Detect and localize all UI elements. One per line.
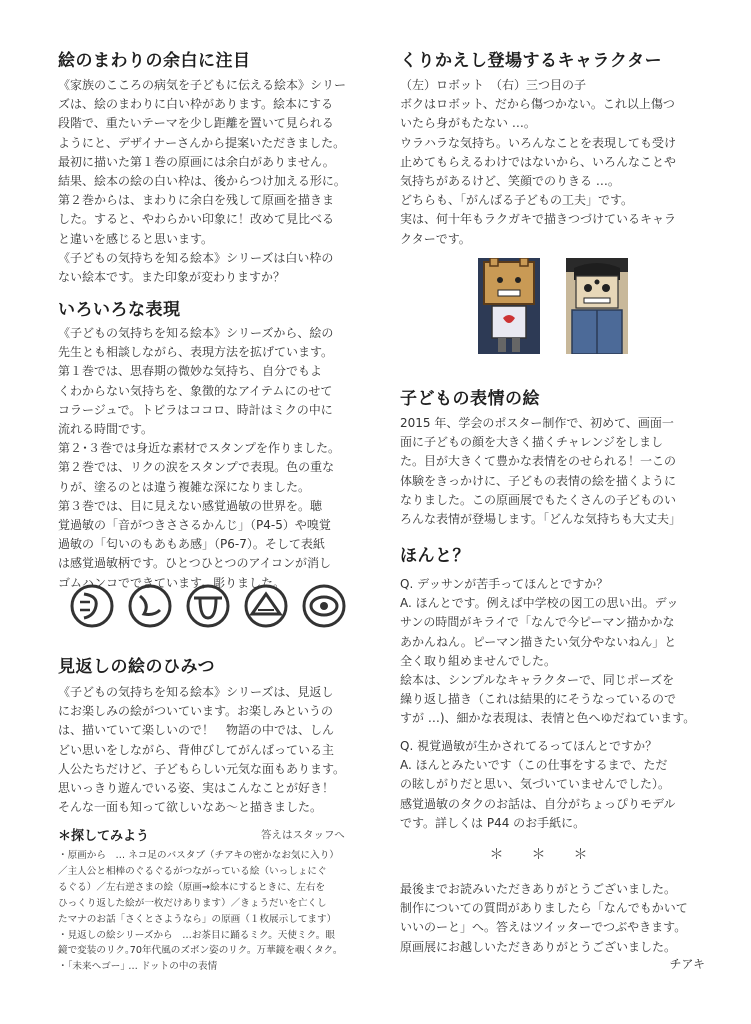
text-line: 第２･３巻では身近な素材でスタンプを作りました。 bbox=[58, 441, 341, 456]
heading-expressions-art: 子どもの表情の絵 bbox=[400, 389, 540, 409]
notes-answer: 答えはスタッフへ bbox=[261, 829, 345, 841]
text-line: た。目が大きくて豊かな表情をのせられる！一この bbox=[400, 454, 677, 469]
text-line: クターです。 bbox=[400, 231, 471, 246]
text-line: 第３巻では、目に見えない感覚過敏の世界を。聴 bbox=[58, 498, 323, 513]
text-line: どちらも、「がんばる子どもの工夫」です。 bbox=[400, 193, 634, 208]
text-line: 第１巻では、思春期の微妙な気持ち、自分でもよ bbox=[58, 364, 323, 379]
text-line: Q. デッサンが苦手ってほんとですか？ bbox=[400, 577, 609, 591]
stamp-tongue-icon bbox=[188, 586, 228, 626]
text-line: 《家族のこころの病気を子どもに伝える絵本》シリー bbox=[58, 78, 347, 92]
text-line: 最後までお読みいただきありがとうございました。 bbox=[400, 882, 677, 896]
body-margins bbox=[58, 76, 346, 287]
body-qa2 bbox=[400, 737, 675, 833]
note-line: 鏡で変装のリク｡70年代風のズボン姿のリク。万華鏡を覗くタク。 bbox=[58, 945, 343, 957]
text-line: 原画展にお越しいただきありがとうございました。 bbox=[400, 939, 677, 954]
text-line: 第２巻では、リクの涙をスタンプで表現。色の重な bbox=[58, 460, 335, 475]
note-line: たマナのお話「さくとさようなら」の原画（１枚展示してます） bbox=[58, 913, 337, 925]
text-line: した。すると、やわらかい印象に！改めて見比べる bbox=[58, 212, 335, 227]
note-line: るぐる）／左右逆さまの絵（原画→絵本にするときに、左右を bbox=[58, 881, 326, 893]
note-line: ・見返しの絵シリーズから …お茶目に踊るミク。天使ミク。眼 bbox=[58, 929, 335, 941]
text-line: 思いっきり遊んでいる姿、実はこんなことが好き！ bbox=[58, 781, 335, 796]
text-line: 制作についての質問がありましたら「なんでもかいて bbox=[400, 901, 688, 916]
signature: チアキ bbox=[669, 957, 705, 971]
notes-heading: ＊探してみよう bbox=[58, 829, 150, 844]
heading-expressions: いろいろな表現 bbox=[58, 300, 181, 320]
text-line: ない絵本です。また印象が変わりますか？ bbox=[58, 270, 286, 285]
text-line: の眩しがりだと思い、気づいていませんでした）。 bbox=[400, 777, 671, 792]
body-expressions-art bbox=[400, 414, 681, 529]
text-line: 人公たちだけど、子どもらしい元気な面もあります。 bbox=[58, 761, 346, 776]
text-line: いいのーと」へ。答えはツイッターでつぶやきます。 bbox=[400, 920, 687, 935]
heading-endpapers: 見返しの絵のひみつ bbox=[58, 657, 216, 677]
text-line: ズは、絵のまわりに白い枠があります。絵本にする bbox=[58, 97, 334, 112]
text-line: 全く取り組めませんでした。 bbox=[400, 653, 557, 668]
text-line: ようにと、デザイナーさんから提案いただきました。 bbox=[58, 135, 346, 150]
text-line: そんな一面も知って欲しいなあ〜と描きました。 bbox=[58, 800, 323, 815]
notes-list bbox=[58, 848, 368, 975]
stamp-icons-row bbox=[70, 582, 350, 630]
heading-characters: くりかえし登場するキャラクター bbox=[400, 51, 663, 71]
text-line: ボクはロボット、だから傷つかない。これ以上傷つ bbox=[400, 97, 675, 112]
text-line: 感覚過敏のタクのお話は、自分がちょっぴりモデル bbox=[400, 796, 676, 811]
text-line: 過敏の「匂いのもあもあ感」（P6-7）。そして表紙 bbox=[58, 537, 325, 552]
text-line: 段階で、重たいテーマを少し距離を置いて見られる bbox=[58, 116, 334, 131]
text-line: 先生とも相談しながら、表現方法を拡げています。 bbox=[58, 345, 334, 360]
heading-really: ほんと？ bbox=[400, 546, 470, 566]
text-line: にお楽しみの絵がついています。お楽しみというの bbox=[58, 704, 334, 719]
text-line: ろんな表情が登場します。「どんな気持ちも大丈夫」 bbox=[400, 512, 682, 527]
text-line: 最初に描いた第１巻の原画には余白がありません。 bbox=[58, 154, 335, 169]
divider-stars: ＊＊＊ bbox=[489, 847, 616, 863]
note-line: ／主人公と相棒のぐるぐるがつながっている絵（いっしょにぐ bbox=[58, 865, 327, 877]
text-line: あかんねん。ピーマン描きたい気分やないねん」と bbox=[400, 634, 677, 649]
note-line: ・原画から … ネコ足のバスタブ（チアキの密かなお気に入り） bbox=[58, 850, 339, 861]
body-qa1 bbox=[400, 575, 695, 729]
text-line: 面に子どもの顔を大きく描くチャレンジをしまし bbox=[400, 435, 664, 450]
text-line: と違いを感じると思います。 bbox=[58, 231, 214, 246]
text-line: 繰り返し描き（これは結果的にそうなっているので bbox=[400, 692, 677, 707]
text-line: 第２巻からは、まわりに余白を残して原画を描きま bbox=[58, 193, 335, 208]
text-line: 《子どもの気持ちを知る絵本》シリーズから、絵の bbox=[58, 326, 334, 340]
text-line: なりました。この原画展でもたくさんの子どものい bbox=[400, 492, 677, 507]
text-line: 覚過敏の「音がつきささるかんじ」（P4-5）や嗅覚 bbox=[58, 518, 331, 533]
text-line: A. ほんとみたいです（この仕事をするまで、ただ bbox=[400, 758, 668, 773]
body-endpapers bbox=[58, 683, 345, 817]
text-line: すが …)、細かな表現は、表情と色へゆだねています。 bbox=[400, 711, 696, 726]
text-line: どい思いをしながら、背伸びしてがんばっている主 bbox=[58, 742, 335, 757]
heading-margins: 絵のまわりの余白に注目 bbox=[58, 51, 251, 71]
character-pictures bbox=[478, 258, 628, 354]
text-line: ゴムハンコでできています。彫りました。 bbox=[58, 575, 286, 590]
text-line: （左）ロボット （右）三つ目の子 bbox=[400, 78, 587, 92]
text-line: 流れる時間です。 bbox=[58, 422, 154, 437]
text-line: コラージュで。トビラはココロ、時計はミクの中に bbox=[58, 402, 333, 417]
text-line: くわからない気持ちを、象徴的なアイテムにのせて bbox=[58, 383, 333, 398]
stamp-mountain-icon bbox=[246, 586, 286, 626]
text-line: 2015 年、学会のポスター制作で、初めて、画面一 bbox=[400, 416, 674, 430]
stamp-nose-icon bbox=[130, 586, 170, 626]
robot-picture bbox=[478, 258, 540, 354]
text-line: 実は、何十年もラクガキで描きつづけているキャラ bbox=[400, 212, 677, 227]
text-line: 体験をきっかけに、子どもの表情の絵を描くように bbox=[400, 473, 677, 488]
text-line: 気持ちがあるけど、笑顔でのりきる …。 bbox=[400, 174, 620, 189]
text-line: A. ほんとです。例えば中学校の図工の思い出。デッ bbox=[400, 596, 679, 611]
text-line: いたら身がもたない …。 bbox=[400, 116, 536, 131]
note-line: ひっくり返した絵が一枚だけあります）／きょうだいを亡くし bbox=[58, 897, 327, 909]
body-characters bbox=[400, 76, 676, 249]
text-line: サンの時間がキライで「なんで今ピーマン描かかな bbox=[400, 615, 675, 630]
stamp-ear-icon bbox=[72, 586, 112, 626]
text-line: Q. 視覚過敏が生かされてるってほんとですか？ bbox=[400, 739, 658, 753]
three-eyed-child-picture bbox=[566, 258, 628, 354]
text-line: りが、塗るのとは違う複雑な深になりました。 bbox=[58, 479, 311, 494]
text-line: 絵本は、シンプルなキャラクターで、同じポーズを bbox=[400, 673, 675, 688]
text-line: ウラハラな気持ち。いろんなことを表現しても受け bbox=[400, 135, 677, 150]
text-line: 《子どもの気持ちを知る絵本》シリーズは、見返し bbox=[58, 685, 334, 699]
text-line: です。詳しくは P44 のお手紙に。 bbox=[400, 815, 586, 830]
body-expressions bbox=[58, 324, 340, 593]
text-line: 止めてもらえるわけではないから、いろんなことや bbox=[400, 154, 677, 169]
text-line: は、描いていて楽しいので！ 物語の中では、しん bbox=[58, 723, 335, 738]
body-closing bbox=[400, 880, 688, 957]
stamp-eye-icon bbox=[304, 586, 344, 626]
note-line: ・｢未来へゴー｣ … ドットの中の表情 bbox=[58, 961, 218, 973]
text-line: 《子どもの気持ちを知る絵本》シリーズは白い枠の bbox=[58, 250, 334, 265]
text-line: 結果、絵本の絵の白い枠は、後からつけ加える形に。 bbox=[58, 174, 346, 189]
text-line: は感覚過敏柄です。ひとつひとつのアイコンが消し bbox=[58, 556, 332, 571]
